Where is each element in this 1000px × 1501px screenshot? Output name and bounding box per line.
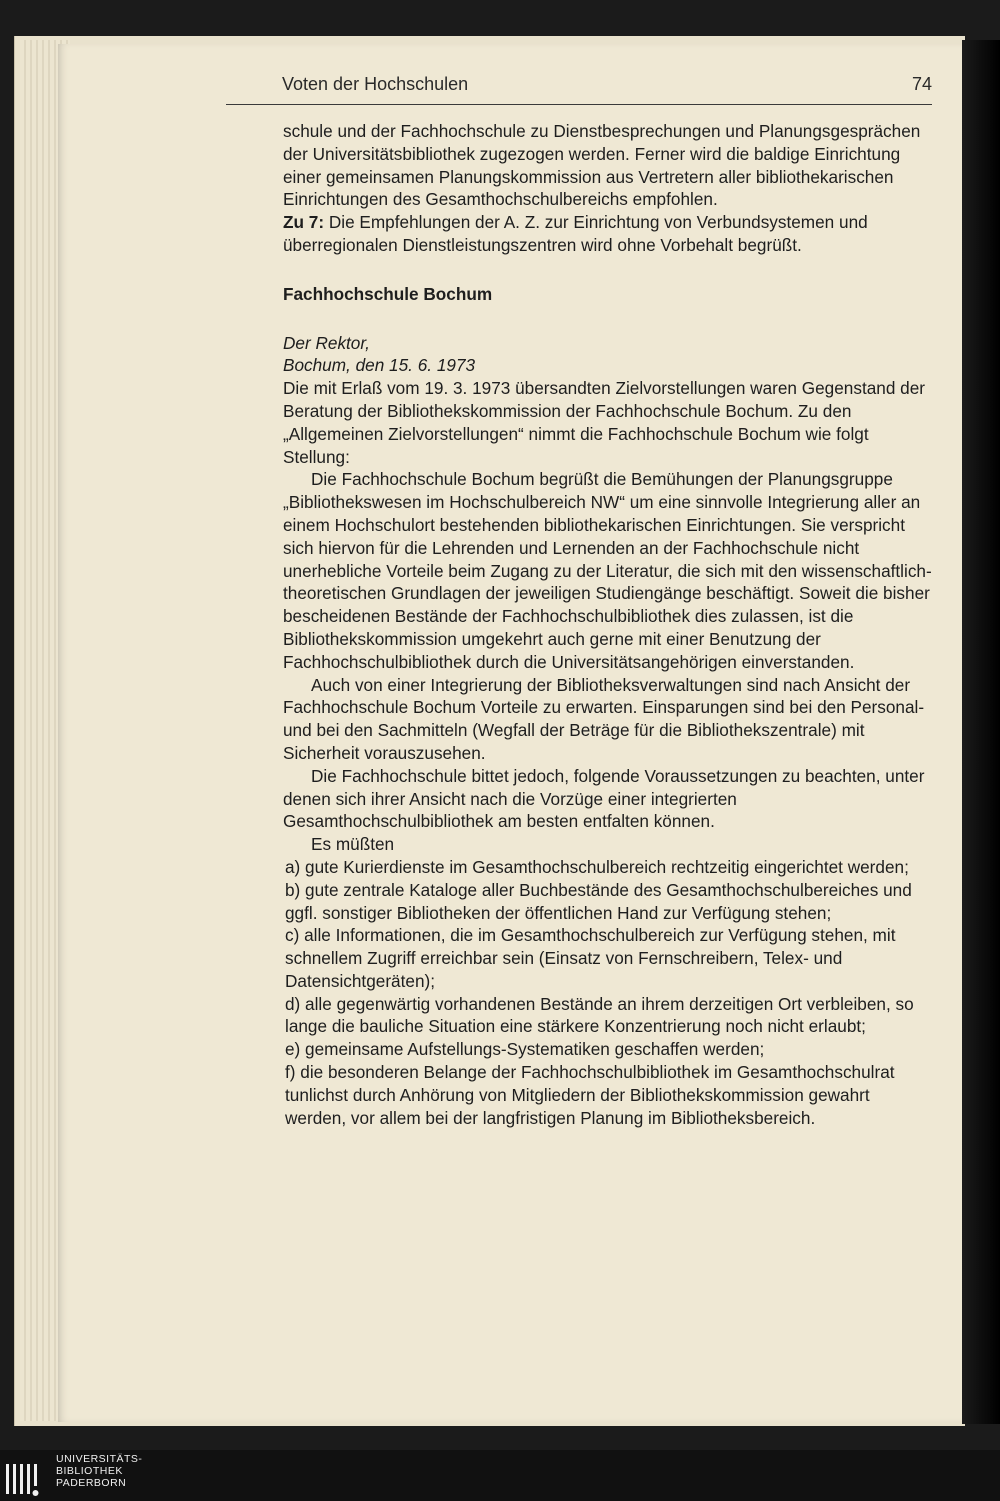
- zu7-paragraph: [283, 211, 933, 257]
- library-name-line1: UNIVERSITÄTS-: [56, 1453, 143, 1465]
- place-date: Bochum, den 15. 6. 1973: [283, 355, 476, 376]
- zu7-text: Die Empfehlungen der A. Z. zur Einrichtung von Verbundsystemen und überregionalen Dienstleistungszentren wird ohne Vorbehalt begrüßt.: [283, 212, 868, 255]
- list-item-a: a) gute Kurierdienste im Gesamthochschulbereich rechtzeitig eingerichtet werden;: [285, 856, 909, 877]
- zu7-label: Zu 7:: [283, 212, 325, 233]
- paragraph-4: Die Fachhochschule bittet jedoch, folgende Voraussetzungen zu beachten, unter denen sich ihrer Ansicht nach die Vorzüge einer integrierten Gesamthochschulbibliothek am besten entfalten können.: [283, 765, 925, 832]
- library-name: [56, 1453, 142, 1489]
- header-rule: [226, 104, 932, 105]
- intro-paragraph: schule und der Fachhochschule zu Dienstbesprechungen und Planungsgesprächen der Universitätsbibliothek zugezogen werden. Ferner wird die baldige Einrichtung einer gemeinsamen Planungskommission aus Vertretern aller bibliothekarischen Einrichtungen des Gesamthochschulbereichs empfohlen.: [283, 121, 921, 210]
- list-item-d: d) alle gegenwärtig vorhandenen Bestände an ihrem derzeitigen Ort verbleiben, so lange die bauliche Situation eine stärkere Konzentrierung noch nicht erlaubt;: [285, 993, 914, 1037]
- paragraph-5: Es müßten: [311, 834, 395, 855]
- running-header: [226, 74, 932, 100]
- list-item-b: b) gute zentrale Kataloge aller Buchbestände des Gesamthochschulbereiches und ggfl. sonstiger Bibliotheken der öffentlichen Hand zur Verfügung stehen;: [285, 879, 912, 923]
- page-number: 74: [911, 74, 932, 94]
- list-item-e: e) gemeinsame Aufstellungs-Systematiken geschaffen werden;: [285, 1039, 765, 1060]
- list-item-c: c) alle Informationen, die im Gesamthochschulbereich zur Verfügung stehen, mit schnellem Zugriff erreichbar sein (Einsatz von Fernschreibern, Telex- und Datensichtgeräten);: [285, 925, 896, 991]
- paragraph-2: Die Fachhochschule Bochum begrüßt die Bemühungen der Planungsgruppe „Bibliothekswesen im Hochschulbereich NW“ um eine sinnvolle Integrierung aller an einem Hochschulort bestehenden bibliothekarischen Einrichtungen. Sie verspricht sich hiervon für die Lehrenden und Lernenden an der Fachhochschule nicht unerhebliche Vorteile beim Zugang zu der Literatur, die sich mit den wissenschaftlich-theoretischen Grundlagen der jeweiligen Studiengänge beschäftigt. Soweit die bisher bescheidenen Bestände der Fachhochschulbibliothek dies zulassen, ist die Bibliothekskommission umgekehrt auch gerne mit einer Benutzung der Fachhochschulbibliothek durch die Universitätsangehörigen einverstanden.: [283, 469, 932, 672]
- body-text: [283, 120, 933, 1129]
- sender: Der Rektor,: [283, 332, 370, 353]
- footer-band: [0, 1450, 1000, 1501]
- library-logo-icon: [4, 1458, 48, 1498]
- running-title: Voten der Hochschulen: [282, 74, 469, 94]
- section-heading: Fachhochschule Bochum: [283, 283, 493, 304]
- library-name-line2: BIBLIOTHEK: [56, 1465, 123, 1477]
- library-name-line3: PADERBORN: [56, 1477, 127, 1489]
- right-edge: [962, 40, 1000, 1424]
- paragraph-1: Die mit Erlaß vom 19. 3. 1973 übersandten Zielvorstellungen waren Gegenstand der Beratung der Bibliothekskommission der Fachhochschule Bochum. Zu den „Allgemeinen Zielvorstellungen“ nimmt die Fachhochschule Bochum wie folgt Stellung:: [283, 378, 926, 467]
- paragraph-3: Auch von einer Integrierung der Bibliotheksverwaltungen sind nach Ansicht der Fachhochschule Bochum Vorteile zu erwarten. Einsparungen sind bei den Personal- und bei den Sachmitteln (Wegfall der Beträge für die Bibliothekszentrale) mit Sicherheit vorauszusehen.: [283, 674, 925, 763]
- list-item-f: f) die besonderen Belange der Fachhochschulbibliothek im Gesamthochschulrat tunlichst durch Anhörung von Mitgliedern der Bibliothekskommission gewahrt werden, vor allem bei der langfristigen Planung im Bibliotheksbereich.: [285, 1062, 895, 1128]
